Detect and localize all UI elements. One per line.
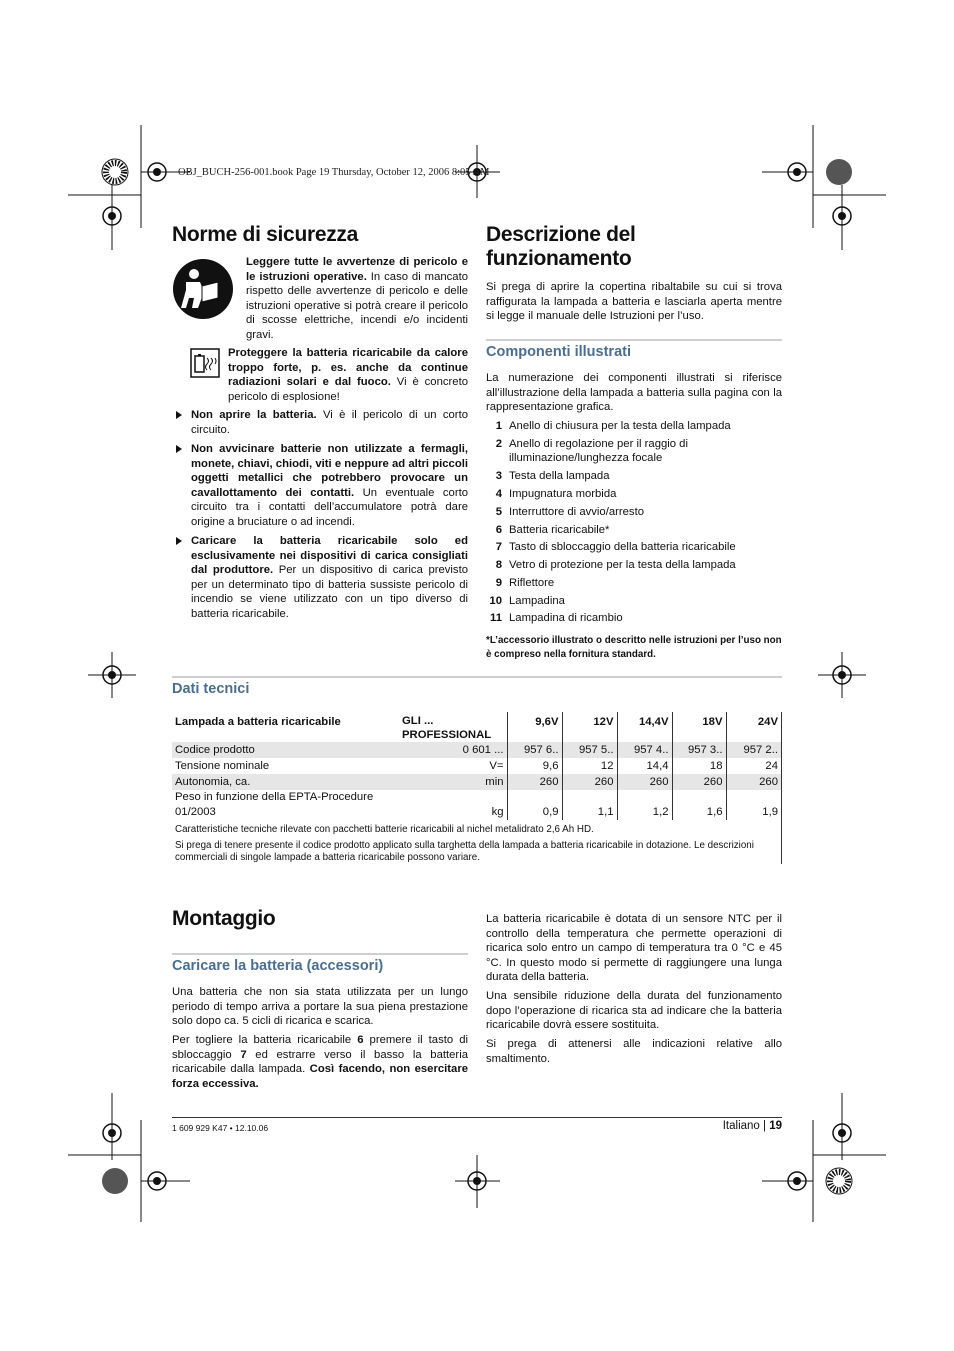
list-item: 10 Lampadina bbox=[489, 594, 565, 607]
list-item: 11 Lampadina di ricambio bbox=[490, 612, 623, 625]
assembly-paragraph: La batteria ricaricabile è dotata di un sensore NTC per il controllo della temperatura che permette operazioni di ricarica solo entro un campo di temperatura tra 0 °C e 45 °C. In questo modo si permette di raggiungere una lunga durata della batteria. bbox=[486, 913, 782, 984]
components-title: Componenti illustrati bbox=[486, 339, 782, 360]
safety-title: Norme di sicurezza bbox=[172, 223, 358, 246]
tech-note: Si prega di tenere presente il codice prodotto applicato sulla targhetta della lampada a batteria ricaricabile in dotazione. Le descrizioni commerciali di singole lampade a batteria ricaricabile possono variare. bbox=[175, 840, 754, 863]
description-title: Descrizione del funzionamento bbox=[486, 223, 636, 270]
column-header: 12V bbox=[562, 712, 617, 742]
list-item: 2 Anello di regolazione per il raggio di illuminazione/lunghezza focale bbox=[495, 437, 688, 465]
bullet-triangle-icon bbox=[176, 411, 182, 419]
tech-title: Dati tecnici bbox=[172, 676, 782, 697]
footer-page: Italiano | 19 bbox=[722, 1120, 782, 1132]
list-item: 8 Vetro di protezione per la testa della lampada bbox=[495, 559, 736, 572]
column-header: GLI ... PROFESSIONAL bbox=[402, 715, 492, 741]
read-manual-icon bbox=[172, 258, 234, 320]
assembly-title: Montaggio bbox=[172, 907, 276, 930]
footer-rule bbox=[172, 1117, 782, 1118]
bullet-triangle-icon bbox=[176, 537, 182, 545]
battery-heat-icon bbox=[190, 348, 220, 378]
tech-table-wrap bbox=[172, 712, 781, 820]
list-item: 6 Batteria ricaricabile* bbox=[495, 523, 610, 536]
list-item: 1 Anello di chiusura per la testa della lampada bbox=[495, 420, 731, 432]
list-item: 5 Interruttore di avvio/arresto bbox=[495, 505, 644, 518]
column-header: 18V bbox=[672, 712, 726, 742]
battery-heat-warning: Proteggere la batteria ricaricabile da calore troppo forte, p. es. anche da continue radiazioni solari e dal fuoco. Vi è concreto pericolo di esplosione! bbox=[228, 347, 468, 403]
assembly-paragraph: Una batteria che non sia stata utilizzata per un lungo periodo di tempo arriva a portare la sua piena prestazione solo dopo ca. 5 cicli di ricarica e scarica. bbox=[172, 986, 468, 1028]
description-intro: Si prega di aprire la copertina ribaltabile su cui si trova raffigurata la lampada a batteria e lasciarla aperta mentre si legge il manuale delle Istruzioni per l’uso. bbox=[486, 281, 782, 323]
list-item: 7 Tasto di sbloccaggio della batteria ricaricabile bbox=[495, 541, 736, 554]
safety-warning: Leggere tutte le avvertenze di pericolo e le istruzioni operative. In caso di mancato rispetto delle avvertenze di pericolo e delle istruzioni operative si potrà creare il pericolo di scosse elettriche, incendi e/o incidenti gravi. bbox=[246, 256, 468, 341]
bullet-triangle-icon bbox=[176, 445, 182, 453]
list-item: 3 Testa della lampada bbox=[495, 470, 610, 483]
safety-bullet: Non aprire la batteria. Vi è il pericolo di un corto circuito. bbox=[191, 408, 468, 437]
components-intro: La numerazione dei componenti illustrati si riferisce all’illustrazione della lampada a batteria sulla pagina con la rappresentazione grafica. bbox=[486, 372, 782, 414]
table-row: Tensione nominale V= 9,6 12 14,4 18 24 bbox=[172, 758, 781, 774]
table-row: Codice prodotto 0 601 ... 957 6.. 957 5.. 957 4.. 957 3.. 957 2.. bbox=[172, 742, 781, 758]
table-row: Peso in funzione della EPTA-Procedure 01/2003 kg 0,9 1,1 1,2 1,6 1,9 bbox=[172, 790, 781, 820]
footer-code: 1 609 929 K47 • 12.10.06 bbox=[172, 1123, 269, 1133]
table-row: Autonomia, ca. min 260 260 260 260 260 bbox=[172, 774, 781, 790]
accessory-footnote: *L’accessorio illustrato o descritto nelle istruzioni per l’uso non è compreso nella fornitura standard. bbox=[486, 635, 782, 660]
column-header: 24V bbox=[726, 712, 781, 742]
safety-bullet: Caricare la batteria ricaricabile solo ed esclusivamente nei dispositivi di carica consigliati dal produttore. Per un dispositivo di carica previsto per un determinato tipo di batteria sussiste pericolo di incendio se viene utilizzato con un tipo diverso di batteria ricaricabile. bbox=[191, 534, 468, 622]
column-header: 9,6V bbox=[507, 712, 562, 742]
table-right-border bbox=[781, 712, 782, 864]
column-header: 14,4V bbox=[617, 712, 672, 742]
assembly-paragraph: Una sensibile riduzione della durata del funzionamento dopo l’operazione di ricarica sta ad indicare che la batteria ricaricabile dovrà essere sostituita. bbox=[486, 990, 782, 1032]
safety-bullet: Non avvicinare batterie non utilizzate a fermagli, monete, chiavi, chiodi, viti e neppure ad altri piccoli oggetti metallici che potrebbero provocare un cavallottamento dei contatti. Un eventuale corto circuito tra i contatti dell’accumulatore potrà dare origine a bruciature o ad incendi. bbox=[191, 442, 468, 530]
list-item: 9 Riflettore bbox=[495, 576, 555, 589]
charge-title: Caricare la batteria (accessori) bbox=[172, 953, 468, 974]
list-item: 4 Impugnatura morbida bbox=[495, 487, 617, 500]
components-list bbox=[486, 419, 782, 629]
assembly-paragraph: Per togliere la batteria ricaricabile 6 premere il tasto di sbloccaggio 7 ed estrarre verso il basso la batteria ricaricabile dalla lampada. Così facendo, non esercitare forza eccessiva. bbox=[172, 1034, 468, 1090]
book-header: OBJ_BUCH-256-001.book Page 19 Thursday, October 12, 2006 8:05 AM bbox=[178, 167, 490, 178]
table-header-row bbox=[172, 712, 781, 742]
column-header: Lampada a batteria ricaricabile bbox=[175, 716, 341, 728]
tech-table bbox=[172, 712, 781, 820]
assembly-paragraph: Si prega di attenersi alle indicazioni relative allo smaltimento. bbox=[486, 1038, 782, 1065]
tech-note: Caratteristiche tecniche rilevate con pacchetti batterie ricaricabili al nichel metalidrato 2,6 Ah HD. bbox=[175, 824, 594, 835]
